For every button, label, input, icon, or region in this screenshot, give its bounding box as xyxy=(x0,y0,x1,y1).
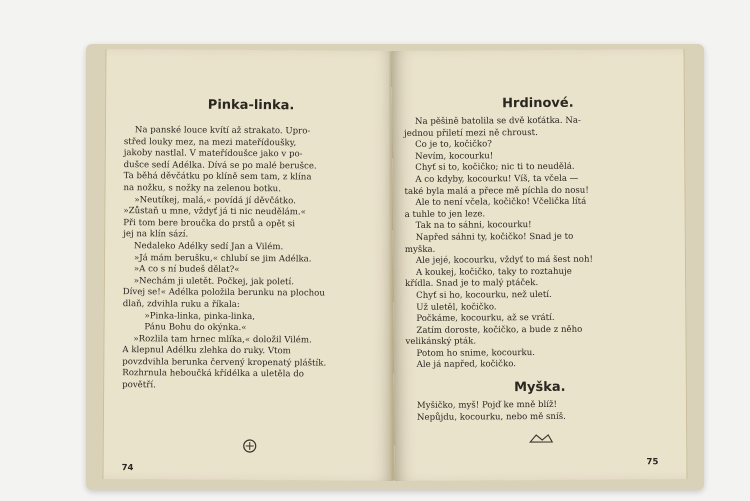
ornament-icon xyxy=(241,438,259,454)
text-line: »Pinka-linka, pinka-linka, xyxy=(122,310,256,322)
left-page-text xyxy=(122,125,328,393)
text-line: Ta běhá děvčátku po klíně sem tam, z klína xyxy=(123,171,312,183)
text-line: dlaň, zdvihla ruku a říkala: xyxy=(122,299,240,310)
text-line: Nevím, kocourku! xyxy=(404,151,494,162)
text-line: A co kdyby, kocourku! Víš, ta včela — xyxy=(404,173,579,185)
text-line: Potom ho snime, kocourku. xyxy=(405,347,536,359)
text-line: Myšičko, myš! Pojď ke mně blíž! xyxy=(405,399,558,411)
text-line: Napřed sáhni ty, kočičko! Snad je to xyxy=(404,231,574,243)
text-line: Zatím doroste, kočičko, a bude z něho xyxy=(405,324,583,336)
left-page xyxy=(103,49,397,481)
text-line: jednou přiletí mezi ně chroust. xyxy=(404,127,538,139)
text-line: povzdvihla berunka červený kropenatý pláštík. xyxy=(122,356,327,369)
text-line: křídla. Snad je to malý ptáček. xyxy=(405,278,539,290)
text-line: Ale jejé, kocourku, vždyť to má šest noh! xyxy=(404,254,593,267)
text-line: »Zůstaň u mne, vždyť já ti nic neudělám.« xyxy=(123,206,306,218)
text-line: Co je to, kočičko? xyxy=(404,139,492,151)
text-line: myška. xyxy=(404,244,436,255)
left-page-number: 74 xyxy=(121,463,134,474)
left-page-title: Pinka-linka. xyxy=(207,97,295,114)
ornament-icon xyxy=(528,432,554,446)
text-line: a tuhle to jen leze. xyxy=(404,209,486,220)
text-line: Na panské louce kvítí až strakato. Upro- xyxy=(123,125,311,137)
text-line: Nedaleko Adélky sedí Jan a Vilém. xyxy=(123,241,284,253)
text-line: dušce sedí Adélka. Dívá se po malé berušce. xyxy=(123,159,317,172)
text-line: »Nechám ji uletět. Počkej, jak poletí. xyxy=(122,275,295,288)
text-line: Při tom bere broučka do prstů a opět si xyxy=(123,217,296,230)
text-line: jej na klín sází. xyxy=(123,229,189,240)
text-line: »Neutíkej, malá,« povídá jí děvčátko. xyxy=(123,194,296,206)
text-line: také byla malá a přece mě píchla do nosu! xyxy=(404,185,589,197)
right-page-subtitle: Myška. xyxy=(514,379,566,396)
text-line: Dívej se!« Adélka položila berunku na plochou xyxy=(122,287,325,299)
text-line: Už uletěl, kočičko. xyxy=(405,301,497,313)
text-line: Chyť si ho, kocourku, než uletí. xyxy=(405,289,552,301)
text-line: »A co s ní budeš dělat?« xyxy=(122,264,240,276)
text-line: »Já mám berušku,« chlubí se jim Adélka. xyxy=(123,252,312,264)
text-line: A koukej, kočičko, taky to roztahuje xyxy=(405,266,572,278)
text-line: na nožku, s nožky na zelenou botku. xyxy=(123,183,281,195)
text-line: Ale to není včela, kočičko! Včelička lítá xyxy=(404,196,587,209)
text-line: Nepůjdu, kocourku, nebo mě sníš. xyxy=(406,411,566,423)
text-line: Na pěšině batolila se dvě koťátka. Na- xyxy=(403,115,581,127)
text-line: střed louky mez, na mezi mateřídoušky, xyxy=(123,136,297,148)
text-line: A klepnul Adélku zlehka do ruky. Vtom xyxy=(122,345,291,357)
text-line: Tak na to sáhni, kocourku! xyxy=(404,220,532,232)
text-line: jakoby nastlal. V mateřídoušce jako v po- xyxy=(123,148,303,160)
text-line: povětří. xyxy=(122,380,156,391)
right-page-number: 75 xyxy=(646,457,659,468)
text-line: Rozhrnula heboučká křídélka a uletěla do xyxy=(122,368,304,380)
text-line: Ale já napřed, kočičko. xyxy=(405,359,516,371)
text-line: Pánu Bohu do okýnka.« xyxy=(122,322,247,334)
right-page-text xyxy=(404,116,594,372)
text-line: velikánský pták. xyxy=(405,336,477,348)
text-line: »Rozlila tam hrnec mlíka,« doložil Vilém. xyxy=(122,333,312,346)
right-page xyxy=(392,49,688,481)
text-line: Chyť si to, kočičko; nic ti to neudělá. xyxy=(404,162,575,174)
right-page-title: Hrdinové. xyxy=(502,95,574,112)
right-page-subtext xyxy=(406,400,566,424)
text-line: Počkáme, kocourku, až se vrátí. xyxy=(405,312,555,325)
